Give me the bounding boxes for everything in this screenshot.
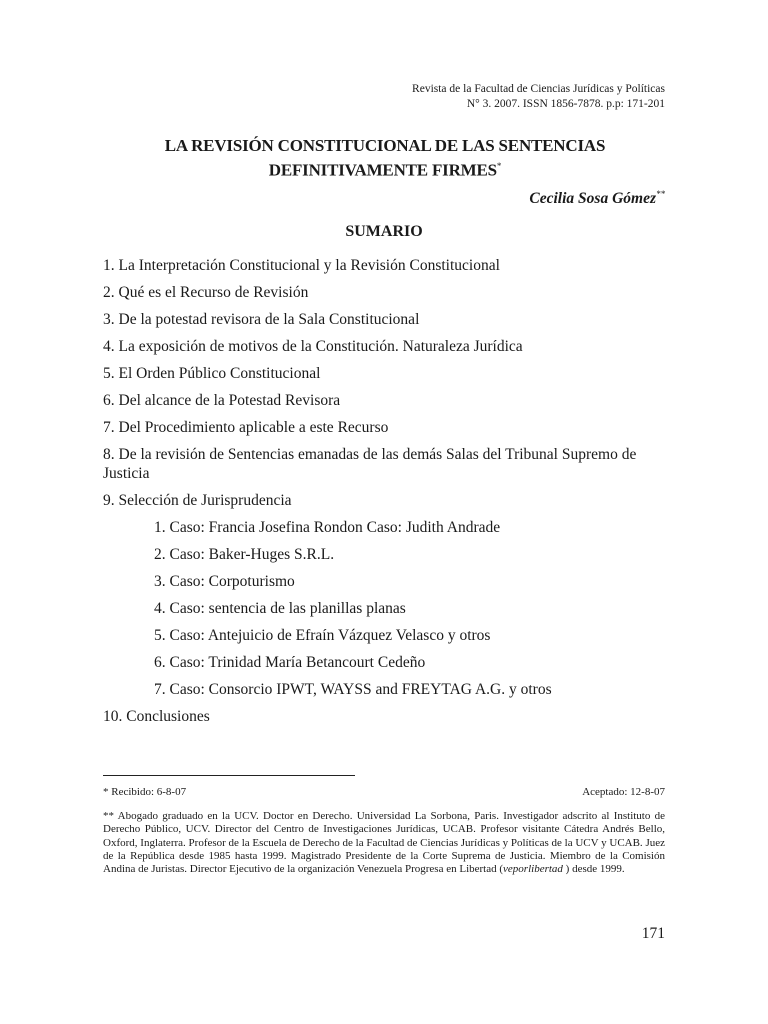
toc-subitem: 5. Caso: Antejuicio de Efraín Vázquez Velasco y otros xyxy=(154,627,491,644)
author-name: Cecilia Sosa Gómez xyxy=(529,190,656,208)
author-footnote-mark: ** xyxy=(656,189,665,199)
toc-subitem: 4. Caso: sentencia de las planillas planas xyxy=(154,600,406,617)
toc-subitem: 2. Caso: Baker-Huges S.R.L. xyxy=(154,546,335,563)
article-title xyxy=(100,135,670,181)
page-number: 171 xyxy=(641,925,665,942)
journal-name: Revista de la Facultad de Ciencias Jurídicas y Políticas xyxy=(412,83,665,95)
toc-subitem: 7. Caso: Consorcio IPWT, WAYSS and FREYTAG A.G. y otros xyxy=(154,681,552,698)
bio-italic-link: veporlibertad xyxy=(503,863,563,876)
toc-item: 7. Del Procedimiento aplicable a este Recurso xyxy=(103,419,389,436)
toc-item: 8. De la revisión de Sentencias emanadas de las demás Salas del Tribunal Supremo de Justicia xyxy=(103,446,637,482)
toc-item: 6. Del alcance de la Potestad Revisora xyxy=(103,392,341,409)
journal-header xyxy=(105,82,665,112)
footnote-divider xyxy=(103,775,355,776)
author-bio-footnote: ** Abogado graduado en la UCV. Doctor en Derecho. Universidad La Sorbona, Paris. Investigador adscrito al Instituto de Derecho Público, UCV. Director del Centro de Investigaciones Jurídicas, UCAB. Profesor visitante Cátedra Andrés Bello, Oxford, Inglaterra. Profesor de la Escuela de Derecho de la Facultad de Ciencias Jurídicas y Políticas de la UCV y UCAB. Juez de la República desde 1985 hasta 1999. Magistrado Presidente de la Corte Suprema de Justicia. Miembro de la Comisión Andina de Juristas. Director Ejecutivo de la organización Venezuela Progresa en Libertad (veporlibertad ) desde 1999. xyxy=(103,810,665,876)
dates-row xyxy=(103,786,665,798)
toc-item: 2. Qué es el Recurso de Revisión xyxy=(103,284,309,301)
toc-item: 1. La Interpretación Constitucional y la Revisión Constitucional xyxy=(103,257,500,274)
toc-item: 10. Conclusiones xyxy=(103,708,210,725)
title-line-2: DEFINITIVAMENTE FIRMES* xyxy=(268,160,502,180)
toc-item: 3. De la potestad revisora de la Sala Constitucional xyxy=(103,311,420,328)
table-of-contents xyxy=(103,256,668,734)
summary-heading: SUMARIO xyxy=(345,223,423,240)
received-date: * Recibido: 6-8-07 xyxy=(103,786,187,798)
toc-subitem: 6. Caso: Trinidad María Betancourt Cedeño xyxy=(154,654,426,671)
toc-subitem: 3. Caso: Corpoturismo xyxy=(154,573,295,590)
title-footnote-mark: * xyxy=(496,161,502,171)
toc-item: 5. El Orden Público Constitucional xyxy=(103,365,321,382)
journal-issue: N° 3. 2007. ISSN 1856-7878. p.p: 171-201 xyxy=(466,98,665,110)
toc-item: 4. La exposición de motivos de la Constitución. Naturaleza Jurídica xyxy=(103,338,523,355)
toc-subitem: 1. Caso: Francia Josefina Rondon Caso: Judith Andrade xyxy=(154,519,501,536)
toc-item: 9. Selección de Jurisprudencia xyxy=(103,492,292,509)
author xyxy=(529,189,665,208)
accepted-date: Aceptado: 12-8-07 xyxy=(582,786,665,798)
title-line-1: LA REVISIÓN CONSTITUCIONAL DE LAS SENTENCIAS xyxy=(164,136,606,155)
